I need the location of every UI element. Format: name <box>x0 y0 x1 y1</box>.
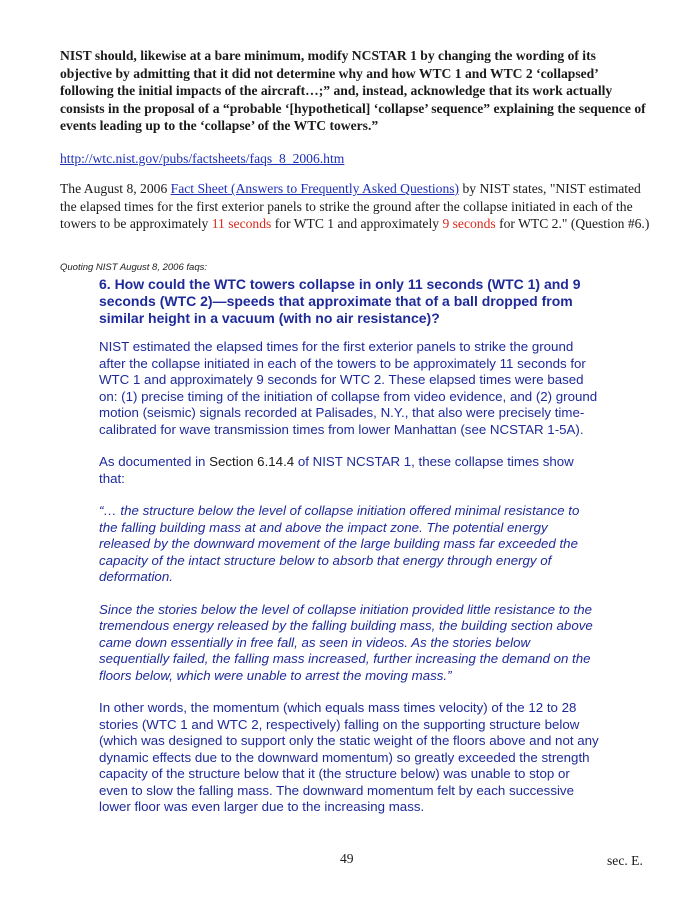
faq-answer-3: In other words, the momentum (which equals mass times velocity) of the 12 to 28 stories (WTC 1 and WTC 2, respectively) falling on the supporting structure below (which was designed to support only the static weight of the floors above and not any dynamic effects due to the downward momentum) so greatly exceeded the strength capacity of the structure below that it (the structure below) was unable to stop or even to slow the falling mass. The downward momentum felt by each successive lower floor was even larger due to the increasing mass. <box>99 700 599 814</box>
fact-sheet-link[interactable]: Fact Sheet (Answers to Frequently Asked Questions) <box>170 181 460 196</box>
faq-answer-2-a: As documented in <box>99 454 210 469</box>
para-text-3: for WTC 1 and approximately <box>271 216 443 231</box>
faq-quote-2: Since the stories below the level of collapse initiation provided little resistance to the tremendous energy released by the falling building mass, the building section above came down essentially in free fall, as seen in videos. As the stories below sequentially failed, the falling mass increased, further increasing the demand on the floors below, which were unable to arrest the moving mass.” <box>99 601 593 683</box>
para-text-2: by NIST states, "NIST estimated the elapsed times for the first exterior panels to strike the ground after the collapse initiated in each of the towers to be approximately <box>60 181 641 231</box>
intro-paragraph: NIST should, likewise at a bare minimum, modify NCSTAR 1 by changing the wording of its objective by admitting that it did not determine why and how WTC 1 and WTC 2 ‘collapsed’ following the initial impacts of the aircraft…;” and, instead, acknowledge that its work actually consists in the proposal of a “probable ‘[hypothetical] ‘collapse’ sequence” explaining the sequence of events leading up to the ‘collapse’ of the WTC towers.” <box>60 48 646 133</box>
faq-url-link[interactable]: http://wtc.nist.gov/pubs/factsheets/faqs_8_2006.htm <box>60 151 345 166</box>
faq-question: 6. How could the WTC towers collapse in only 11 seconds (WTC 1) and 9 seconds (WTC 2)—speeds that approximate that of a ball dropped from similar height in a vacuum (with no air resistance)? <box>99 276 581 326</box>
section-reference: sec. E. <box>607 853 643 868</box>
quoting-label: Quoting NIST August 8, 2006 faqs: <box>60 262 207 273</box>
faq-answer-2 <box>99 454 599 487</box>
section-ref-inline: Section 6.14.4 <box>209 454 295 469</box>
para-text-1: The August 8, 2006 <box>60 181 171 196</box>
fact-sheet-paragraph <box>60 180 655 233</box>
faq-quote-1: “… the structure below the level of collapse initiation offered minimal resistance to the falling building mass at and above the impact zone. The potential energy released by the downward movement of the large building mass far exceeded the capacity of the intact structure below to absorb that energy through energy of deformation. <box>99 503 580 584</box>
para-text-4: for WTC 2." (Question #6.) <box>495 216 650 231</box>
wtc1-seconds: 11 seconds <box>211 216 272 231</box>
faq-quote-block <box>99 276 599 832</box>
page-number: 49 <box>340 851 354 866</box>
wtc2-seconds: 9 seconds <box>442 216 496 231</box>
faq-answer-1: NIST estimated the elapsed times for the first exterior panels to strike the ground after the collapse initiated in each of the towers to be approximately 11 seconds for WTC 1 and approximately 9 seconds for WTC 2. These elapsed times were based on: (1) precise timing of the initiation of collapse from video evidence, and (2) ground motion (seismic) signals recorded at Palisades, N.Y., that also were precisely time-calibrated for wave transmission times from lower Manhattan (see NCSTAR 1-5A). <box>99 339 598 437</box>
faq-answer-2-c: of NIST NCSTAR 1, these collapse times show that: <box>99 454 574 486</box>
